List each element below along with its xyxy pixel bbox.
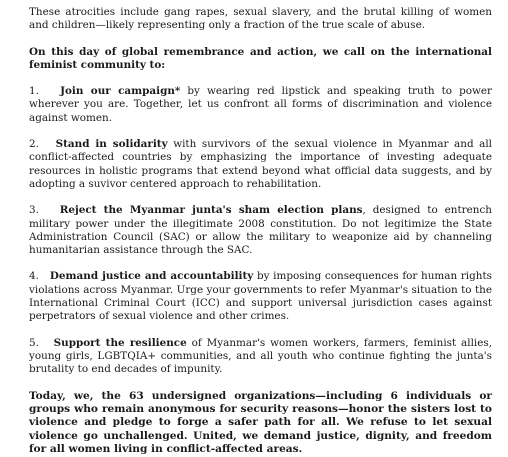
- item-bold-lead: Support the resilience: [53, 336, 187, 349]
- item-bold-lead: Reject the Myanmar junta's sham election plans: [59, 204, 363, 217]
- item-bold-lead: Demand justice and accountability: [49, 270, 254, 283]
- item-number: 3.: [29, 204, 39, 217]
- item-number: 4.: [29, 270, 39, 283]
- item-bold-lead: Join our campaign*: [60, 85, 181, 98]
- item-text: with survivors of the sexual violence in Myanmar and all conflict-affected countries by emphasizing the importance of investing adequate resources in holistic programs that extend beyond what official data suggests, and by adopting a suvivor centered approach to rehabilitation.: [29, 138, 492, 190]
- list-item-3: [29, 204, 492, 257]
- list-item-5: [29, 337, 492, 377]
- item-text: of Myanmar's women workers, farmers, feminist allies, young girls, LGBTQIA+ communities, and all youth who continue fighting the junta's brutality to end decades of impunity.: [29, 336, 492, 376]
- intro-paragraph: These atrocities include gang rapes, sexual slavery, and the brutal killing of women and children—likely representing only a fraction of the true scale of abuse.: [29, 6, 492, 32]
- item-text: by wearing red lipstick and speaking truth to power wherever you are. Together, let us confront all forms of discrimination and violence against women.: [29, 85, 493, 124]
- list-item-4: [29, 270, 492, 323]
- list-item-1: [29, 85, 492, 125]
- item-bold-lead: Stand in solidarity: [55, 138, 168, 151]
- closing-paragraph: Today, we, the 63 undersigned organizations—including 6 individuals or groups who remain anonymous for security reasons—honor the sisters lost to violence and pledge to forge a safer path for all. We refuse to let sexual violence go unchallenged. United, we demand justice, dignity, and freedom for all women living in conflict-affected areas.: [29, 389, 492, 456]
- list-item-2: [29, 138, 492, 191]
- item-text: by imposing consequences for human rights violations across Myanmar. Urge your governments to refer Myanmar's situation to the International Criminal Court (ICC) and support universal jurisdiction cases against perpetrators of sexual violence and other crimes.: [29, 270, 492, 323]
- item-text: , designed to entrench military power under the illegitimate 2008 constitution. Do not legitimize the State Administration Council (SAC) or allow the military to weaponize aid by channeling humanitarian assistance through the SAC.: [29, 204, 492, 257]
- callout-heading: On this day of global remembrance and action, we call on the international feminist community to:: [29, 45, 492, 71]
- item-number: 1.: [29, 85, 39, 98]
- item-number: 5.: [29, 336, 39, 349]
- item-number: 2.: [29, 138, 39, 151]
